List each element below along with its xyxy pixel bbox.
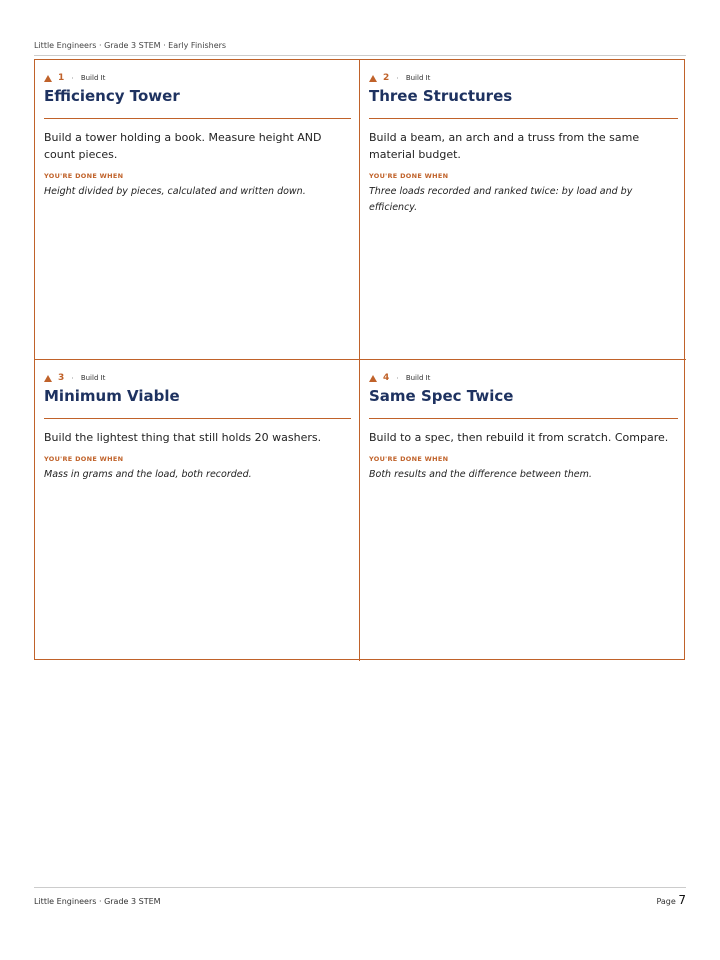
card-separator: · [71, 73, 74, 83]
footer-text: Little Engineers · Grade 3 STEM [34, 897, 161, 906]
card-separator: · [396, 73, 399, 83]
card-title: Same Spec Twice [369, 387, 514, 405]
done-when-label: YOU'RE DONE WHEN [369, 455, 449, 463]
card-meta [369, 372, 677, 384]
card-category: Build It [405, 74, 431, 82]
triangle-icon [44, 75, 52, 82]
card-meta [44, 72, 350, 84]
activity-card [360, 60, 686, 360]
card-meta [44, 372, 350, 384]
card-description: Build a tower holding a book. Measure height AND count pieces. [44, 131, 322, 161]
card-category: Build It [80, 374, 106, 382]
card-number: 1 [58, 73, 65, 83]
card-title: Three Structures [369, 87, 513, 105]
card-separator: · [396, 373, 399, 383]
triangle-icon [369, 375, 377, 382]
activity-card [35, 360, 360, 661]
activity-card [35, 60, 360, 360]
page-footer [34, 887, 686, 907]
triangle-icon [44, 375, 52, 382]
done-when-text: Both results and the difference between them. [369, 469, 592, 480]
done-when-text: Height divided by pieces, calculated and written down. [44, 186, 306, 197]
activity-card [360, 360, 686, 661]
card-number: 3 [58, 373, 65, 383]
activity-card-grid [34, 59, 685, 660]
card-description: Build to a spec, then rebuild it from scratch. Compare. [369, 431, 669, 444]
page-label: Page [656, 897, 676, 906]
done-when-text: Three loads recorded and ranked twice: by load and by efficiency. [369, 186, 633, 213]
card-divider [44, 118, 351, 119]
card-divider [369, 418, 678, 419]
card-title: Minimum Viable [44, 387, 180, 405]
card-divider [369, 118, 678, 119]
done-when-text: Mass in grams and the load, both recorded. [44, 469, 252, 480]
page-number: 7 [678, 893, 686, 907]
card-separator: · [71, 373, 74, 383]
card-number: 4 [383, 373, 390, 383]
triangle-icon [369, 75, 377, 82]
card-description: Build the lightest thing that still holds 20 washers. [44, 431, 322, 444]
card-description: Build a beam, an arch and a truss from the same material budget. [369, 131, 640, 161]
done-when-label: YOU'RE DONE WHEN [44, 172, 124, 180]
done-when-label: YOU'RE DONE WHEN [369, 172, 449, 180]
card-meta [369, 72, 677, 84]
card-category: Build It [405, 374, 431, 382]
card-divider [44, 418, 351, 419]
card-title: Efficiency Tower [44, 87, 180, 105]
card-category: Build It [80, 74, 106, 82]
card-number: 2 [383, 73, 390, 83]
page-indicator [656, 893, 686, 907]
page-header: Little Engineers · Grade 3 STEM · Early Finishers [34, 41, 686, 56]
done-when-label: YOU'RE DONE WHEN [44, 455, 124, 463]
